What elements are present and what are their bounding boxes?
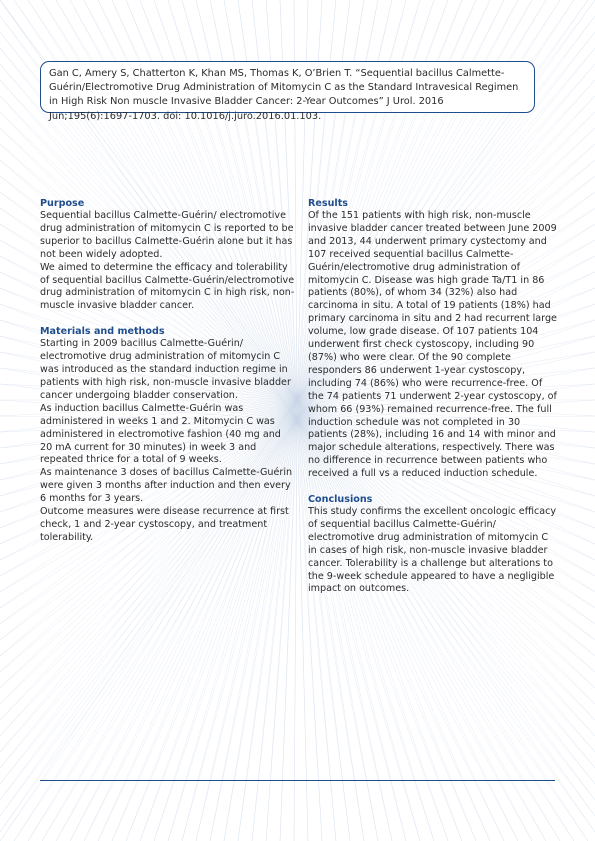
- results-heading: Results: [308, 198, 349, 209]
- footer-rule: [40, 780, 555, 781]
- right-column: [308, 197, 558, 596]
- methods-paragraph-3: As maintenance 3 doses of bacillus Calmette-Guérin were given 3 months after induction and then every 6 months for 3 years.: [40, 467, 293, 505]
- methods-paragraph-1: Starting in 2009 bacillus Calmette-Guérin/ electromotive drug administration of mitomycin C was introduced as the standard induction regime in patients with high risk, non-muscle invasive bladder cancer undergoing bladder conservation.: [40, 338, 291, 401]
- methods-heading: Materials and methods: [40, 326, 165, 338]
- purpose-paragraph-2: We aimed to determine the efficacy and tolerability of sequential bacillus Calmette-Guérin/electromotive drug administration of mitomycin C in high risk, non-muscle invasive bladder cancer.: [40, 261, 295, 312]
- citation-text: Gan C, Amery S, Chatterton K, Khan MS, Thomas K, O’Brien T. “Sequential bacillus Calmette-Guérin/Electromotive Drug Administration of Mitomycin C as the Standard Intravesical Regimen in High Risk Non muscle Invasive Bladder Cancer: 2-Year Outcomes” J Urol. 2016 Jun;195(6):1697-1703. doi: 10.1016/j.juro.2016.01.103.: [49, 68, 519, 122]
- left-column: [40, 197, 295, 545]
- citation-box: [40, 61, 535, 122]
- results-paragraph: Of the 151 patients with high risk, non-muscle invasive bladder cancer treated between June 2009 and 2013, 44 underwent primary cystectomy and 107 received sequential bacillus Calmette-Guérin/electromotive drug administration of mitomycin C. Disease was high grade Ta/T1 in 86 patients (80%), of whom 34 (32%) also had carcinoma in situ. A total of 19 patients (18%) had primary carcinoma in situ and 2 had recurrent large volume, low grade disease. Of 107 patients 104 underwent first check cystoscopy, including 90 (87%) who were clear. Of the 90 complete responders 86 underwent 1-year cystoscopy, including 74 (86%) who were recurrence-free. Of the 74 patients 71 underwent 2-year cystoscopy, of whom 66 (93%) remained recurrence-free. The full induction schedule was not completed in 30 patients (28%), including 16 and 14 with minor and major schedule alterations, respectively. There was no difference in recurrence between patients who received a full vs a reduced induction schedule.: [308, 210, 557, 480]
- conclusions-heading: Conclusions: [308, 494, 373, 506]
- purpose-paragraph-1: Sequential bacillus Calmette-Guérin/ electromotive drug administration of mitomycin C is reported to be superior to bacillus Calmette-Guérin alone but it has not been widely adopted.: [40, 210, 294, 260]
- pattern-line: [297, 420, 308, 841]
- methods-paragraph-4: Outcome measures were disease recurrence at first check, 1 and 2-year cystoscopy, and treatment tolerability.: [40, 506, 289, 543]
- methods-paragraph-2: As induction bacillus Calmette-Guérin was administered in weeks 1 and 2. Mitomycin C was administered in electromotive fashion (40 mg and 20 mA current for 30 minutes) in week 3 and repeated thrice for a total of 9 weeks.: [40, 402, 281, 466]
- conclusions-paragraph: This study confirms the excellent oncologic efficacy of sequential bacillus Calmette-Guérin/ electromotive drug administration of mitomycin C in cases of high risk, non-muscle invasive bladder cancer. Tolerability is a challenge but alterations to the 9-week schedule appeared to have a negligible impact on outcomes.: [308, 506, 557, 595]
- purpose-heading: Purpose: [40, 198, 85, 209]
